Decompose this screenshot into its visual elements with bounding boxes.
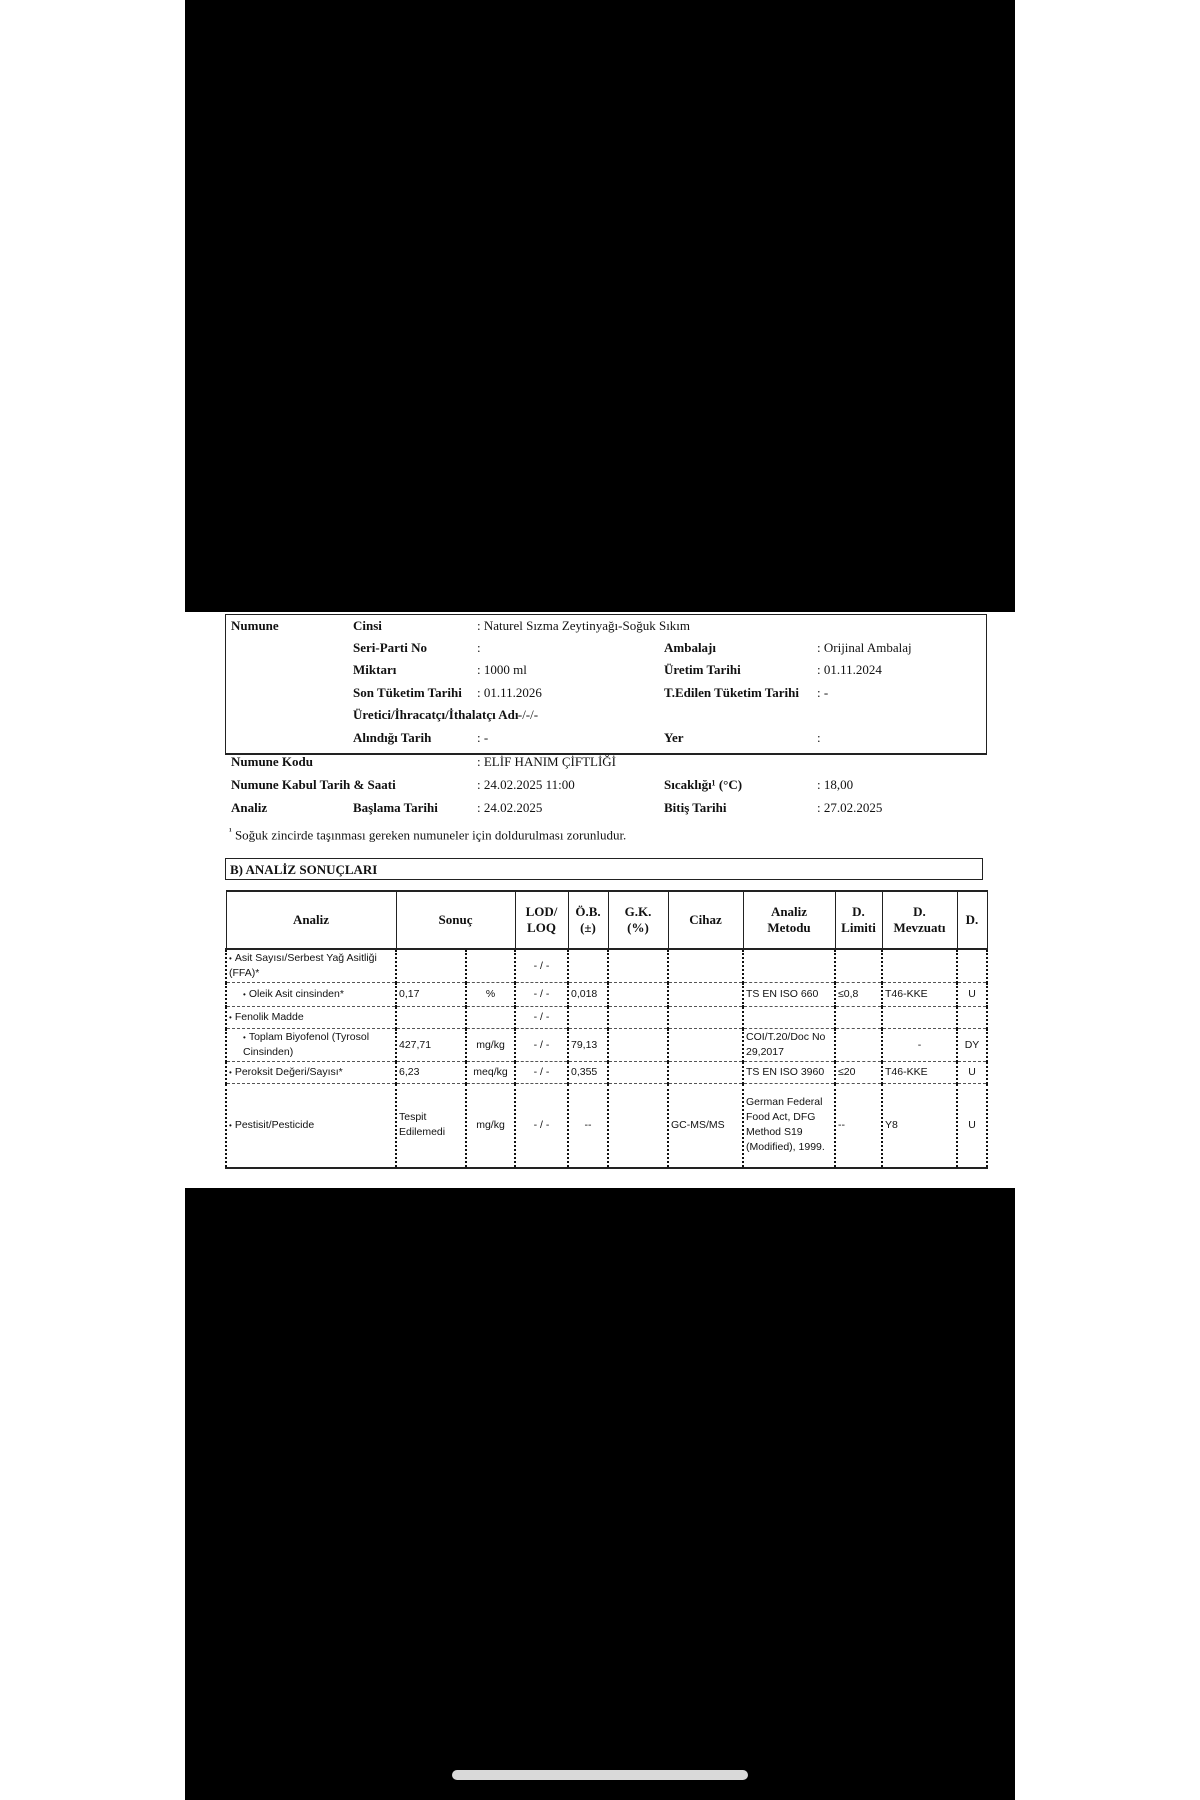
row-d: DY xyxy=(957,1029,987,1062)
header-limit xyxy=(835,891,882,949)
row-gk xyxy=(608,983,668,1007)
row-gk xyxy=(608,949,668,983)
home-indicator[interactable] xyxy=(452,1770,748,1780)
bullet: • xyxy=(243,1033,246,1042)
row-ob: 79,13 xyxy=(568,1029,608,1062)
row-lod: - / - xyxy=(515,1062,568,1084)
table-row xyxy=(226,949,987,983)
header-d: D. xyxy=(957,891,987,949)
row-metod: German Federal Food Act, DFG Method S19 (Modified), 1999. xyxy=(743,1084,835,1168)
numune-label: Numune xyxy=(231,618,279,633)
t-edilen-label: T.Edilen Tüketim Tarihi xyxy=(664,685,799,700)
row-limit xyxy=(835,949,882,983)
row-analiz xyxy=(226,1029,396,1062)
row-mevzuat: T46-KKE xyxy=(882,1062,957,1084)
row-analiz-text: Peroksit Değeri/Sayısı* xyxy=(234,1066,343,1078)
row-d xyxy=(957,949,987,983)
row-analiz xyxy=(226,1062,396,1084)
report-document xyxy=(185,612,1015,1188)
t-edilen-value: : - xyxy=(817,685,829,700)
row-analiz-text: Pestisit/Pesticide xyxy=(234,1118,315,1131)
row-mevzuat: Y8 xyxy=(882,1084,957,1168)
header-sonuc: Sonuç xyxy=(396,891,515,949)
row-lod: - / - xyxy=(515,1007,568,1029)
sample-info-box xyxy=(225,614,987,755)
footnote-mark: ¹ xyxy=(229,826,232,836)
row-cihaz xyxy=(668,1007,743,1029)
row-metod: COI/T.20/Doc No 29,2017 xyxy=(743,1029,835,1062)
bullet: • xyxy=(229,1013,232,1022)
baslama-value: : 24.02.2025 xyxy=(477,800,543,815)
header-cihaz: Cihaz xyxy=(668,891,743,949)
bottom-black-area xyxy=(185,1188,1015,1800)
alindigi-tarih-value: : - xyxy=(477,730,489,745)
row-lod: - / - xyxy=(515,1084,568,1168)
header-gk-line2: (%) xyxy=(627,920,649,935)
analiz-label: Analiz xyxy=(231,800,268,815)
row-sonuc: 427,71 xyxy=(396,1029,466,1062)
kabul-tarih-value: : 24.02.2025 11:00 xyxy=(477,777,575,792)
baslama-label: Başlama Tarihi xyxy=(353,800,438,815)
row-limit xyxy=(835,1007,882,1029)
row-cihaz xyxy=(668,1062,743,1084)
row-sonuc: 6,23 xyxy=(396,1062,466,1084)
row-ob: 0,355 xyxy=(568,1062,608,1084)
row-analiz-text: Fenolik Madde xyxy=(234,1011,304,1023)
row-limit xyxy=(835,1029,882,1062)
row-mevzuat xyxy=(882,1007,957,1029)
header-mevzuat xyxy=(882,891,957,949)
footnote-text: Soğuk zincirde taşınması gereken numuneler için doldurulması zorunludur. xyxy=(234,827,627,843)
row-metod xyxy=(743,949,835,983)
row-gk xyxy=(608,1007,668,1029)
header-mevzuat-line1: D. xyxy=(913,904,926,919)
row-birim: % xyxy=(466,983,515,1007)
row-lod: - / - xyxy=(515,983,568,1007)
row-birim xyxy=(466,1007,515,1029)
row-ob xyxy=(568,949,608,983)
cinsi-value: : Naturel Sızma Zeytinyağı-Soğuk Sıkım xyxy=(477,618,691,633)
table-row xyxy=(226,983,987,1007)
uretici-value: : -/-/- xyxy=(511,707,539,722)
numune-kodu-label: Numune Kodu xyxy=(231,754,313,769)
kabul-tarih-label: Numune Kabul Tarih & Saati xyxy=(231,777,396,792)
row-cihaz: GC-MS/MS xyxy=(668,1084,743,1168)
row-cihaz xyxy=(668,949,743,983)
row-analiz xyxy=(226,949,396,983)
results-header-row xyxy=(226,891,987,949)
miktari-value: : 1000 ml xyxy=(477,662,527,677)
header-gk xyxy=(608,891,668,949)
table-row xyxy=(226,1007,987,1029)
row-analiz-text: Oleik Asit cinsinden* xyxy=(248,988,344,1000)
row-d: U xyxy=(957,1084,987,1168)
row-limit: ≤0,8 xyxy=(835,983,882,1007)
top-black-area xyxy=(185,0,1015,612)
row-birim: mg/kg xyxy=(466,1029,515,1062)
header-limit-line2: Limiti xyxy=(841,920,876,935)
row-limit: -- xyxy=(835,1084,882,1168)
header-analiz: Analiz xyxy=(226,891,396,949)
header-gk-line1: G.K. xyxy=(624,904,652,919)
row-sonuc xyxy=(396,1007,466,1029)
ambalaji-value: : Orijinal Ambalaj xyxy=(817,640,912,655)
alindigi-tarih-label: Alındığı Tarih xyxy=(353,730,432,745)
row-birim: mg/kg xyxy=(466,1084,515,1168)
row-d: U xyxy=(957,983,987,1007)
row-cihaz xyxy=(668,983,743,1007)
row-ob: -- xyxy=(568,1084,608,1168)
miktari-label: Miktarı xyxy=(353,662,397,677)
cinsi-label: Cinsi xyxy=(353,618,382,633)
header-metod xyxy=(743,891,835,949)
header-lod-line1: LOD/ xyxy=(525,904,558,919)
row-analiz-text: Toplam Biyofenol (Tyrosol Cinsinden) xyxy=(243,1031,370,1058)
row-metod: TS EN ISO 3960 xyxy=(743,1062,835,1084)
bullet: • xyxy=(229,1068,232,1077)
row-analiz-text: Asit Sayısı/Serbest Yağ Asitliği (FFA)* xyxy=(229,952,377,979)
header-ob-line1: Ö.B. xyxy=(575,904,601,919)
section-title: B) ANALİZ SONUÇLARI xyxy=(225,858,983,880)
numune-kodu-value: : ELİF HANIM ÇİFTLİĞİ xyxy=(477,754,617,769)
row-lod: - / - xyxy=(515,1029,568,1062)
row-sonuc: 0,17 xyxy=(396,983,466,1007)
row-limit: ≤20 xyxy=(835,1062,882,1084)
bitis-label: Bitiş Tarihi xyxy=(664,800,727,815)
row-sonuc: Tespit Edilemedi xyxy=(396,1084,466,1168)
table-row xyxy=(226,1062,987,1084)
header-limit-line1: D. xyxy=(852,904,865,919)
header-ob-line2: (±) xyxy=(580,920,596,935)
table-row xyxy=(226,1084,987,1168)
row-d xyxy=(957,1007,987,1029)
uretim-tarihi-label: Üretim Tarihi xyxy=(664,662,741,677)
bullet: • xyxy=(243,990,246,999)
header-ob xyxy=(568,891,608,949)
row-metod xyxy=(743,1007,835,1029)
header-metod-line2: Metodu xyxy=(767,920,811,935)
son-tuketim-value: : 01.11.2026 xyxy=(477,685,542,700)
row-analiz xyxy=(226,1007,396,1029)
sicaklik-label: Sıcaklığı¹ (°C) xyxy=(664,777,743,792)
header-mevzuat-line2: Mevzuatı xyxy=(893,920,946,935)
row-lod: - / - xyxy=(515,949,568,983)
results-table xyxy=(225,890,988,1169)
table-row xyxy=(226,1029,987,1062)
row-sonuc xyxy=(396,949,466,983)
ambalaji-label: Ambalajı xyxy=(664,640,716,655)
row-mevzuat xyxy=(882,949,957,983)
row-analiz xyxy=(226,1084,396,1168)
bullet: • xyxy=(229,954,232,963)
bullet: • xyxy=(229,1120,232,1130)
uretim-tarihi-value: : 01.11.2024 xyxy=(817,662,882,677)
header-metod-line1: Analiz xyxy=(770,904,808,919)
uretici-label: Üretici/İhracatçı/İthalatçı Adı xyxy=(353,707,519,722)
row-ob xyxy=(568,1007,608,1029)
row-gk xyxy=(608,1029,668,1062)
row-ob: 0,018 xyxy=(568,983,608,1007)
son-tuketim-label: Son Tüketim Tarihi xyxy=(353,685,462,700)
row-mevzuat: - xyxy=(882,1029,957,1062)
yer-label: Yer xyxy=(664,730,684,745)
sicaklik-value: : 18,00 xyxy=(817,777,854,792)
row-gk xyxy=(608,1084,668,1168)
row-metod: TS EN ISO 660 xyxy=(743,983,835,1007)
header-lod-line2: LOQ xyxy=(527,920,556,935)
row-analiz xyxy=(226,983,396,1007)
row-birim: meq/kg xyxy=(466,1062,515,1084)
footnote xyxy=(229,823,626,843)
row-birim xyxy=(466,949,515,983)
row-d: U xyxy=(957,1062,987,1084)
row-gk xyxy=(608,1062,668,1084)
seri-parti-label: Seri-Parti No xyxy=(353,640,428,655)
yer-value: : xyxy=(817,730,821,745)
row-cihaz xyxy=(668,1029,743,1062)
header-lod-loq xyxy=(515,891,568,949)
bitis-value: : 27.02.2025 xyxy=(817,800,883,815)
row-mevzuat: T46-KKE xyxy=(882,983,957,1007)
seri-parti-value: : xyxy=(477,640,481,655)
